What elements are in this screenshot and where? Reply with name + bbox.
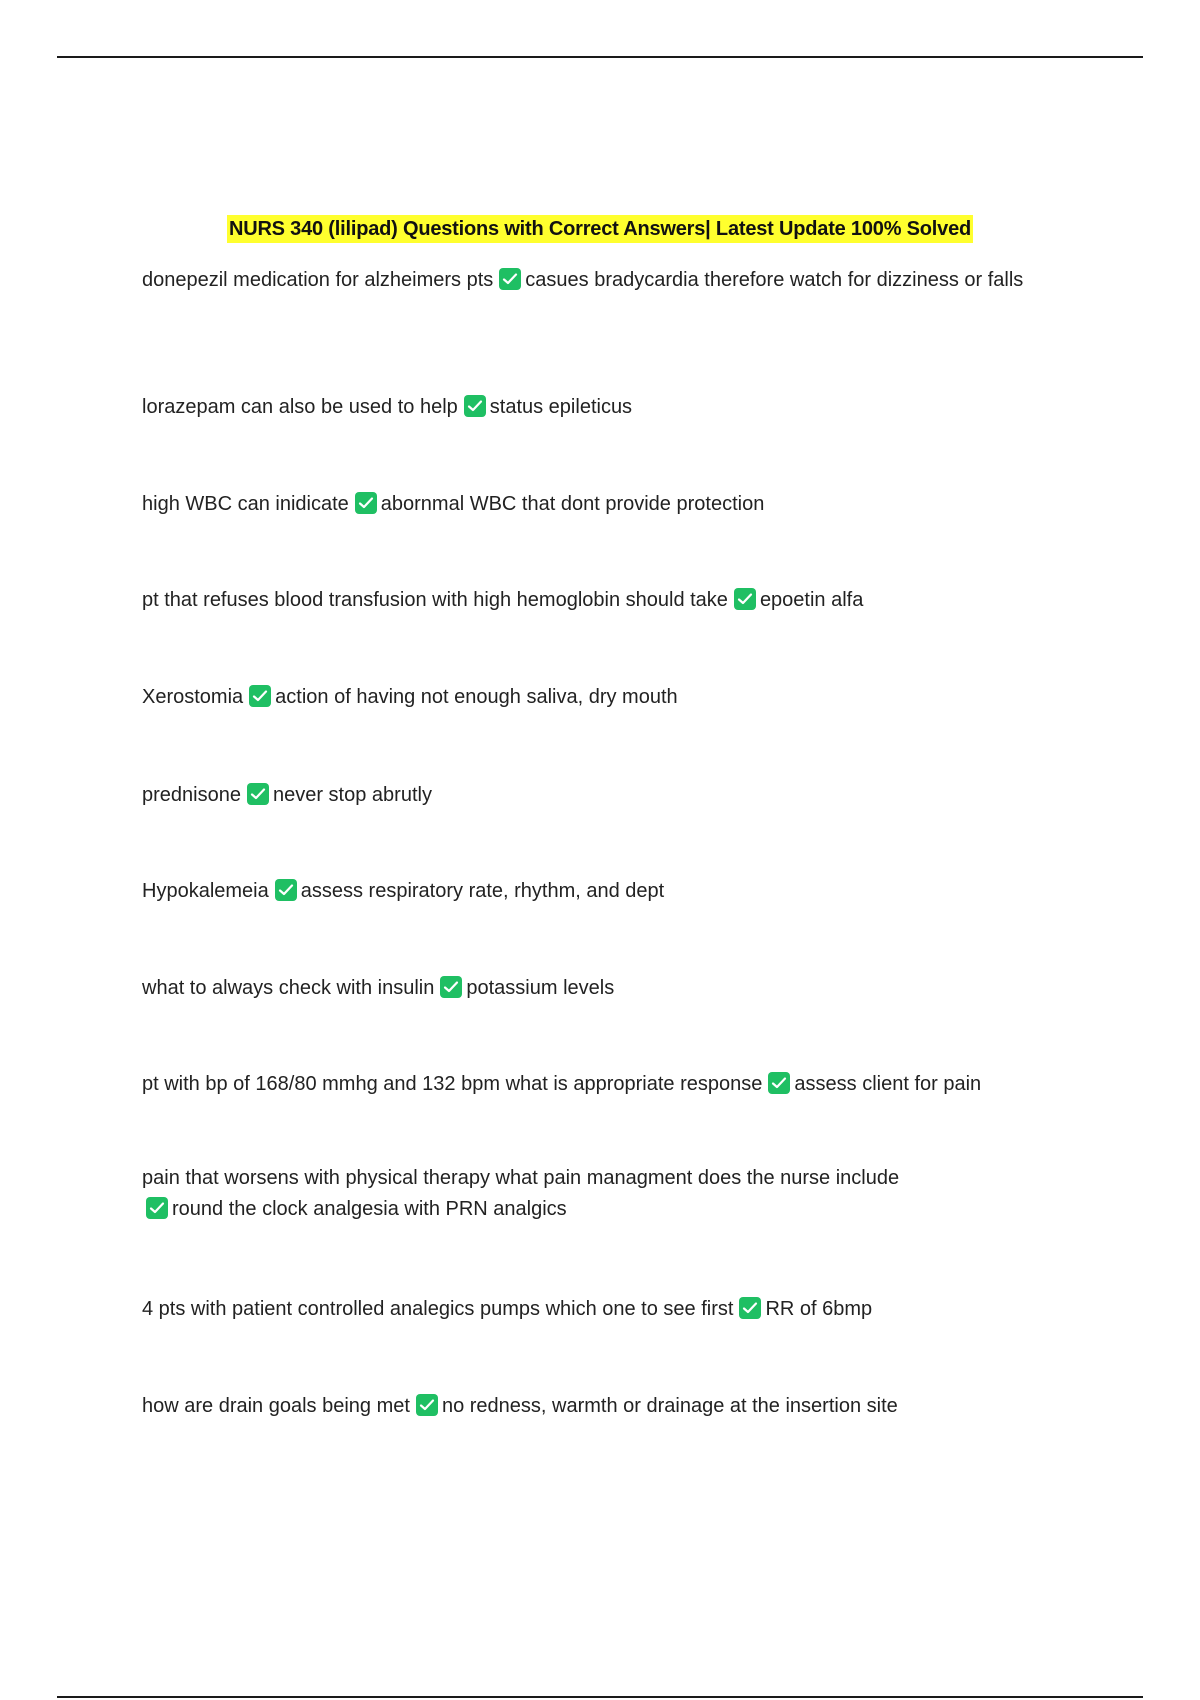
answer-text: abornmal WBC that dont provide protection	[380, 493, 765, 515]
question-text: what to always check with insulin	[142, 977, 435, 999]
question-text: high WBC can inidicate	[142, 493, 349, 515]
qa-item	[142, 585, 1072, 616]
answer-text: status epileticus	[489, 396, 633, 418]
question-text: prednisone	[142, 784, 241, 806]
answer-text: no redness, warmth or drainage at the insertion site	[441, 1395, 898, 1417]
answer-text: round the clock analgesia with PRN analgics	[172, 1198, 567, 1220]
check-box-icon	[249, 685, 271, 707]
check-box-icon	[247, 783, 269, 805]
qa-item	[142, 1163, 1042, 1225]
question-text: lorazepam can also be used to help	[142, 396, 458, 418]
answer-text: potassium levels	[466, 977, 615, 999]
qa-item	[142, 682, 1072, 713]
bottom-rule	[57, 1696, 1143, 1698]
answer-text: assess client for pain	[794, 1073, 982, 1095]
qa-item	[142, 1391, 1072, 1422]
answer-text: epoetin alfa	[759, 589, 864, 611]
document-title: NURS 340 (lilipad) Questions with Correct Answers| Latest Update 100% Solved	[227, 215, 973, 243]
question-text: pain that worsens with physical therapy what pain managment does the nurse include	[142, 1167, 900, 1189]
answer-text: never stop abrutly	[272, 784, 432, 806]
question-text: pt with bp of 168/80 mmhg and 132 bpm what is appropriate response	[142, 1073, 763, 1095]
check-box-icon	[499, 268, 521, 290]
qa-item	[142, 265, 1072, 296]
check-box-icon	[739, 1297, 761, 1319]
question-text: pt that refuses blood transfusion with high hemoglobin should take	[142, 589, 728, 611]
answer-text: RR of 6bmp	[765, 1298, 873, 1320]
top-rule	[57, 56, 1143, 58]
title-block	[0, 215, 1200, 243]
qa-item	[142, 1069, 1072, 1100]
check-box-icon	[355, 492, 377, 514]
check-box-icon	[275, 879, 297, 901]
question-text: Hypokalemeia	[142, 880, 269, 902]
check-box-icon	[734, 588, 756, 610]
question-text: donepezil medication for alzheimers pts	[142, 269, 494, 291]
answer-text: casues bradycardia therefore watch for dizziness or falls	[525, 269, 1024, 291]
check-box-icon	[464, 395, 486, 417]
question-text: how are drain goals being met	[142, 1395, 410, 1417]
qa-item	[142, 392, 1072, 423]
check-box-icon	[440, 976, 462, 998]
qa-item	[142, 780, 1072, 811]
qa-item	[142, 1294, 1072, 1325]
qa-item	[142, 876, 1072, 907]
question-text: Xerostomia	[142, 686, 244, 708]
check-box-icon	[768, 1072, 790, 1094]
check-box-icon	[146, 1197, 168, 1219]
answer-text: action of having not enough saliva, dry mouth	[275, 686, 678, 708]
qa-item	[142, 973, 1072, 1004]
question-text: 4 pts with patient controlled analegics pumps which one to see first	[142, 1298, 734, 1320]
check-box-icon	[416, 1394, 438, 1416]
answer-text: assess respiratory rate, rhythm, and dept	[300, 880, 665, 902]
qa-item	[142, 489, 1072, 520]
